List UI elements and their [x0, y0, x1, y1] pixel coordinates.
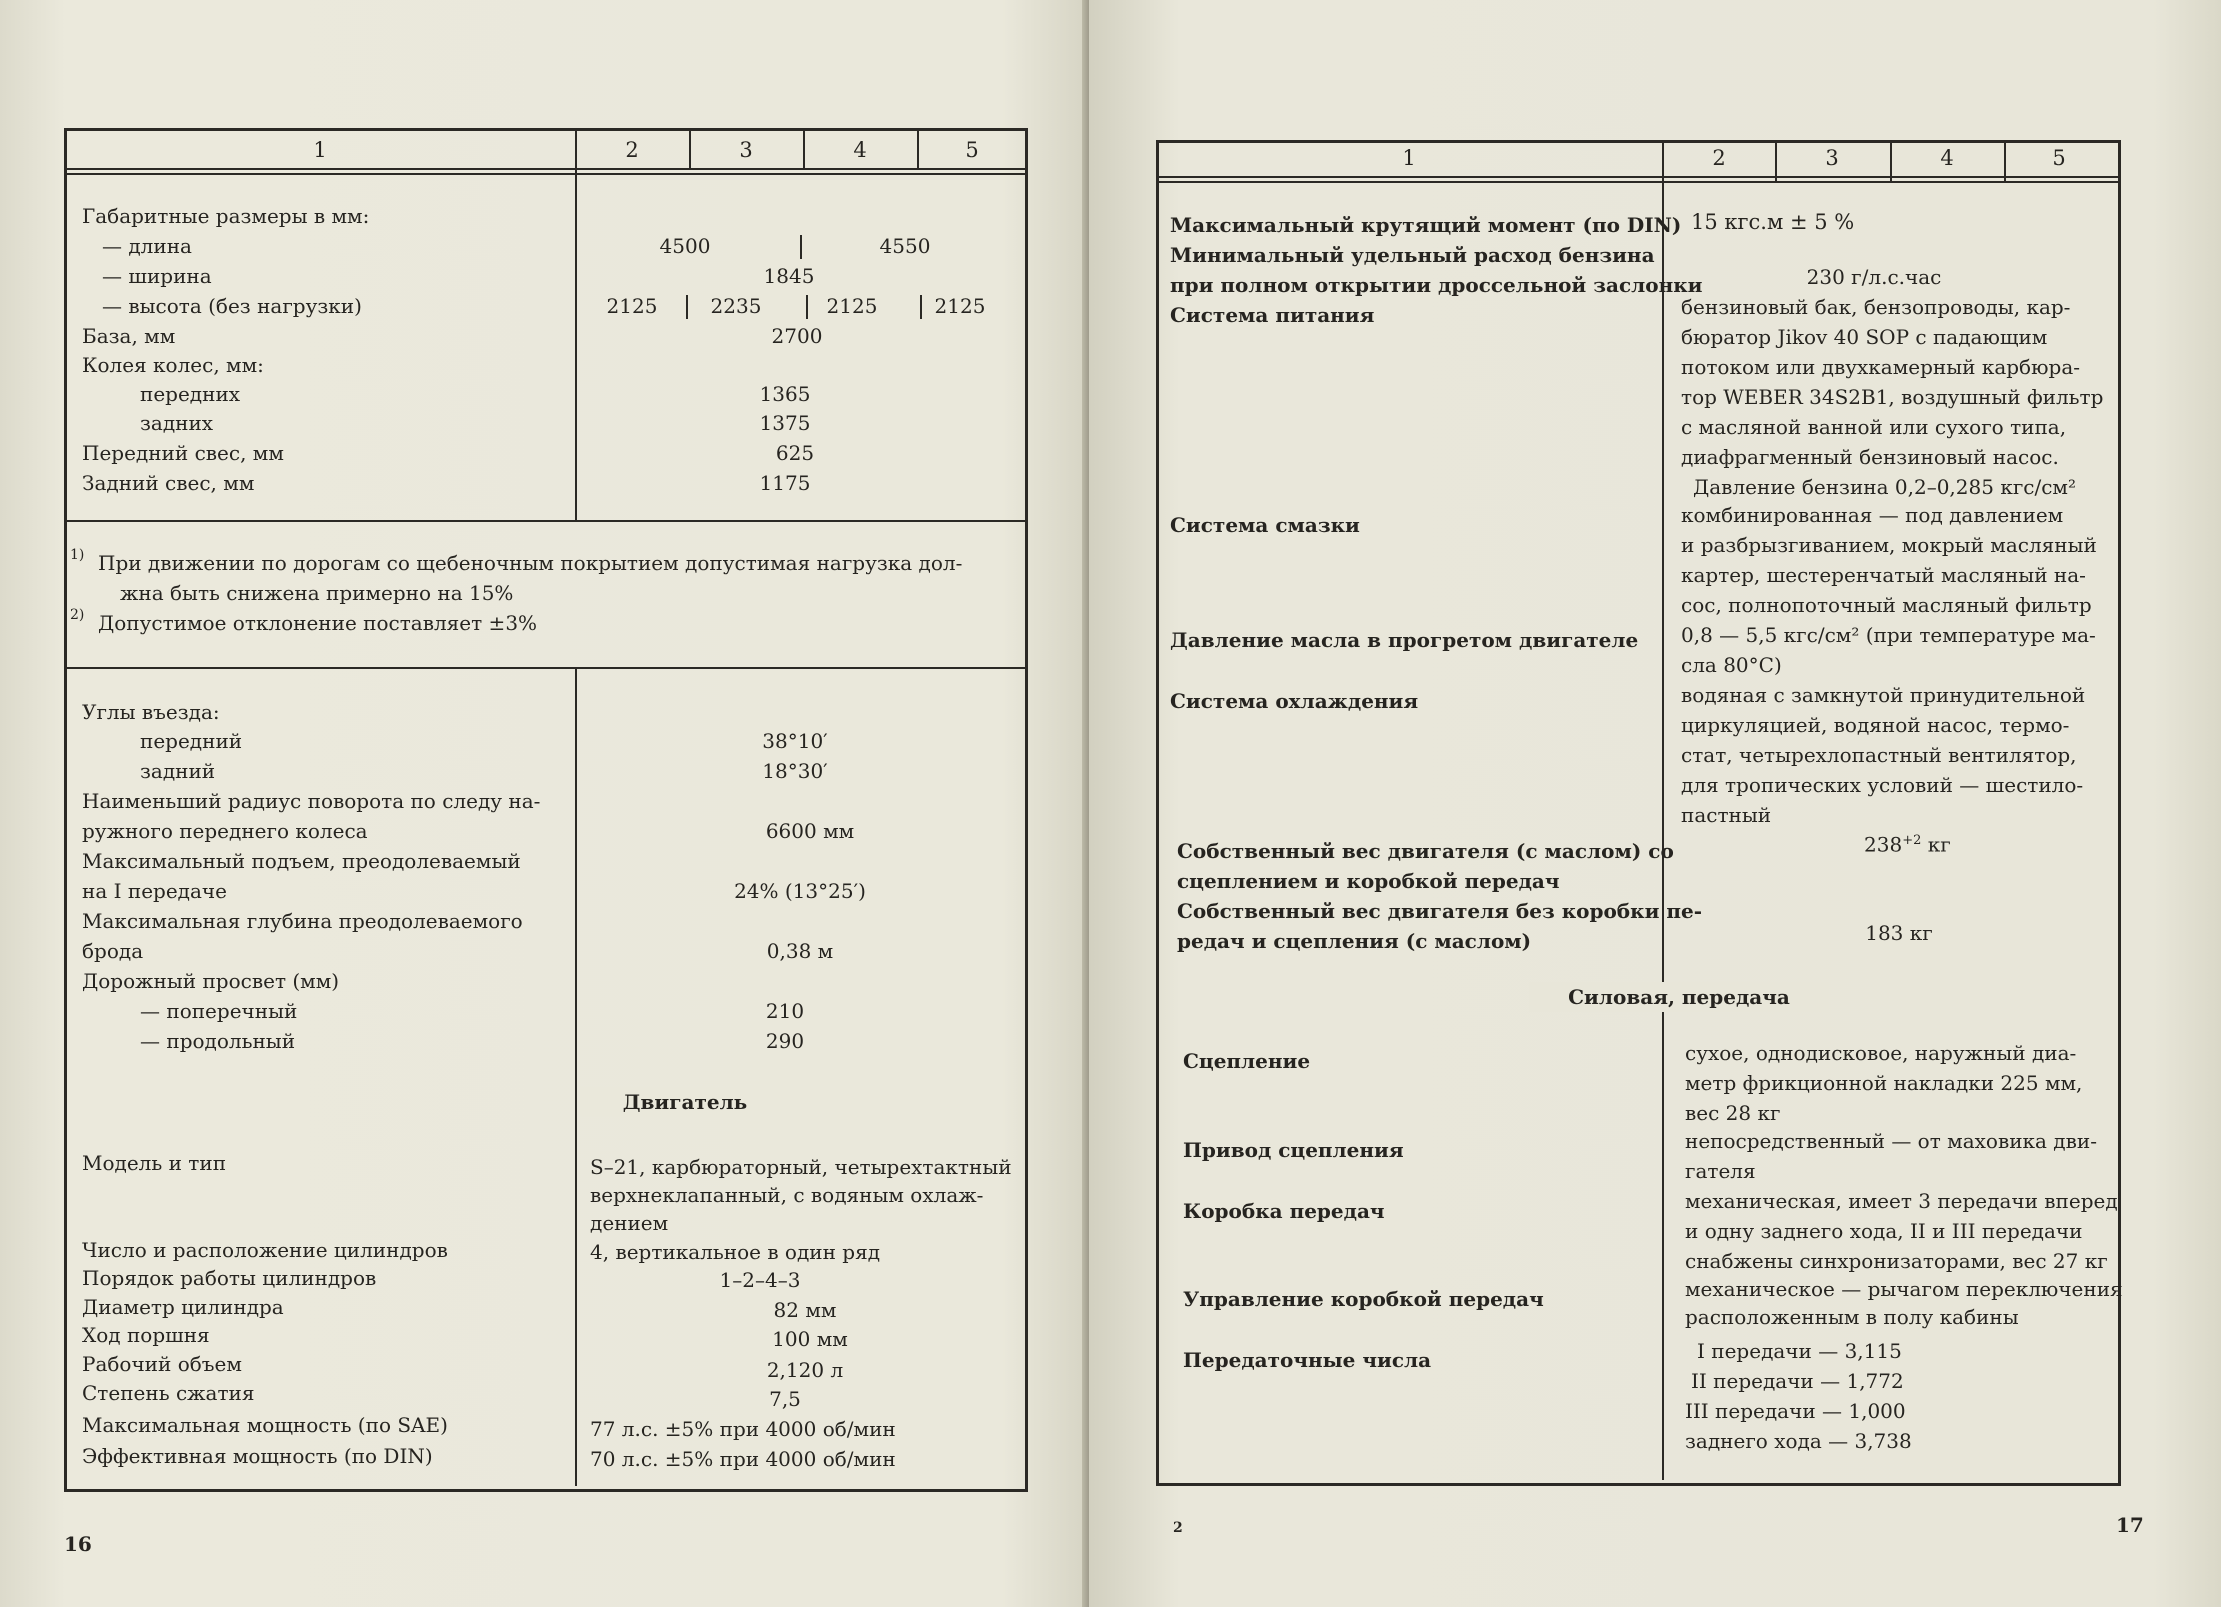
weight-1-value	[1864, 826, 1951, 860]
weight-2-label-2: редач и сцепления (с маслом)	[1177, 929, 1532, 953]
lubrication-label: Система смазки	[1170, 513, 1360, 537]
track-front-value: 1365	[759, 382, 811, 406]
header-col-4: 4	[853, 138, 867, 162]
ford-value: 0,38 м	[766, 939, 834, 963]
clearance-cross-value: 210	[765, 999, 805, 1023]
din-power-value: 70 л.с. ±5% при 4000 об/мин	[590, 1447, 896, 1471]
gearbox-line-1: механическая, имеет 3 передачи вперед	[1685, 1189, 2118, 1213]
cooling-line-5: пастный	[1681, 803, 1772, 827]
clutch-line-1: сухое, однодисковое, наружный диа-	[1685, 1041, 2077, 1065]
stroke-value: 100 мм	[772, 1327, 848, 1351]
header-col-4: 4	[1940, 146, 1954, 170]
sae-power-value: 77 л.с. ±5% при 4000 об/мин	[590, 1417, 896, 1441]
note-1-mark: 1)	[70, 547, 85, 563]
engine-model-line-3: дением	[590, 1211, 669, 1235]
note-1-line-2: жна быть снижена примерно на 15%	[120, 581, 514, 605]
left-page	[0, 0, 1089, 1607]
fuel-system-line-4: тор WEBER 34S2B1, воздушный фильтр	[1681, 385, 2104, 409]
fuel-system-line-3: потоком или двухкамерный карбюра-	[1681, 355, 2080, 379]
track-front-label: передних	[140, 382, 241, 406]
gear-ratio-reverse: заднего хода — 3,738	[1685, 1429, 1912, 1453]
gear-ratios-label: Передаточные числа	[1183, 1348, 1432, 1372]
header-col-5: 5	[2052, 146, 2066, 170]
length-label: — длина	[102, 234, 192, 258]
rear-overhang-label: Задний свес, мм	[82, 471, 255, 495]
header-col-3: 3	[739, 138, 753, 162]
climb-label-2: на I передаче	[82, 879, 227, 903]
stroke-label: Ход поршня	[82, 1323, 210, 1347]
gear-control-line-2: расположенным в полу кабины	[1685, 1305, 2019, 1329]
fuel-system-line-6: диафрагменный бензиновый насос.	[1681, 445, 2059, 469]
right-page-number: 17	[2116, 1513, 2144, 1537]
note-2-mark: 2)	[70, 607, 85, 623]
fuel-system-label: Система питания	[1170, 303, 1375, 327]
din-power-label: Эффективная мощность (по DIN)	[82, 1444, 433, 1468]
cylinders-value: 4, вертикальное в один ряд	[590, 1240, 881, 1264]
lubrication-line-2: и разбрызгиванием, мокрый масляный	[1681, 533, 2097, 557]
note-2-text: Допустимое отклонение поставляет ±3%	[98, 611, 538, 635]
bore-label: Диаметр цилиндра	[82, 1295, 284, 1319]
fuel-system-line-1: бензиновый бак, бензопроводы, кар-	[1681, 295, 2071, 319]
front-overhang-value: 625	[775, 441, 815, 465]
height-label: — высота (без нагрузки)	[102, 294, 362, 318]
displacement-label: Рабочий объем	[82, 1352, 242, 1376]
consumption-value: 230 г/л.с.час	[1806, 265, 1942, 289]
front-overhang-label: Передний свес, мм	[82, 441, 284, 465]
radius-label-1: Наименьший радиус поворота по следу на-	[82, 789, 541, 813]
right-page	[1089, 0, 2221, 1607]
clearance-label: Дорожный просвет (мм)	[82, 969, 340, 993]
cooling-line-3: стат, четырехлопастный вентилятор,	[1681, 743, 2077, 767]
header-col-2: 2	[1712, 146, 1726, 170]
gearbox-label: Коробка передач	[1183, 1199, 1385, 1223]
sae-power-label: Максимальная мощность (по SAE)	[82, 1413, 448, 1437]
notes-top-line	[64, 520, 1025, 522]
header-col-3: 3	[1825, 146, 1839, 170]
fuel-system-line-5: с масляной ванной или сухого типа,	[1681, 415, 2067, 439]
clearance-long-value: 290	[765, 1029, 805, 1053]
gear-control-line-1: механическое — рычагом переключения	[1685, 1277, 2123, 1301]
note-1-line-1: При движении по дорогам со щебеночным покрытием допустимая нагрузка дол-	[98, 551, 963, 575]
radius-label-2: ружного переднего колеса	[82, 819, 368, 843]
gearbox-line-3: снабжены синхронизаторами, вес 27 кг	[1685, 1249, 2108, 1273]
weight-1-tolerance: +2	[1902, 833, 1922, 848]
ford-label-1: Максимальная глубина преодолеваемого	[82, 909, 523, 933]
cooling-line-1: водяная с замкнутой принудительной	[1681, 683, 2086, 707]
clutch-drive-label: Привод сцепления	[1183, 1138, 1404, 1162]
length-value-a: 4500	[659, 234, 711, 258]
clutch-label: Сцепление	[1183, 1049, 1311, 1073]
fuel-system-line-7: Давление бензина 0,2–0,285 кгс/см²	[1693, 475, 2077, 499]
cooling-line-2: циркуляцией, водяной насос, термо-	[1681, 713, 2070, 737]
signature-mark: 2	[1173, 1520, 1183, 1536]
engine-model-line-1: S–21, карбюраторный, четырехтактный	[590, 1155, 1012, 1179]
gear-control-label: Управление коробкой передач	[1183, 1287, 1544, 1311]
compression-value: 7,5	[769, 1387, 801, 1411]
ford-label-2: брода	[82, 939, 144, 963]
gear-ratio-2: II передачи — 1,772	[1691, 1369, 1904, 1393]
track-rear-label: задних	[140, 411, 214, 435]
width-value: 1845	[763, 264, 815, 288]
climb-label-1: Максимальный подъем, преодолеваемый	[82, 849, 521, 873]
angle-rear-value: 18°30′	[762, 759, 828, 783]
weight-2-label-1: Собственный вес двигателя без коробки пе-	[1177, 899, 1703, 923]
torque-value: 15 кгс.м ± 5 %	[1691, 210, 1855, 234]
angle-front-value: 38°10′	[762, 729, 828, 753]
cooling-label: Система охлаждения	[1170, 689, 1419, 713]
weight-1-unit: кг	[1927, 832, 1951, 857]
clutch-line-3: вес 28 кг	[1685, 1101, 1781, 1125]
left-header-divider-2	[64, 173, 1025, 175]
left-page-number: 16	[64, 1532, 92, 1556]
lubrication-line-6: сла 80°C)	[1681, 653, 1782, 677]
clearance-long-label: — продольный	[140, 1029, 296, 1053]
weight-1-label-2: сцеплением и коробкой передач	[1177, 869, 1560, 893]
width-label: — ширина	[102, 264, 212, 288]
lubrication-line-5: 0,8 — 5,5 кгс/см² (при температуре ма-	[1681, 623, 2096, 647]
engine-section-title: Двигатель	[580, 1087, 790, 1117]
dims-title: Габаритные размеры в мм:	[82, 204, 370, 228]
clutch-drive-line-2: гателя	[1685, 1159, 1756, 1183]
weight-1-number: 238	[1864, 832, 1903, 857]
cooling-line-4: для тропических условий — шестило-	[1681, 773, 2084, 797]
notes-bottom-line	[64, 667, 1025, 669]
base-label: База, мм	[82, 324, 176, 348]
height-value-4: 2125	[934, 294, 986, 318]
engine-model-label: Модель и тип	[82, 1151, 227, 1175]
clearance-cross-label: — поперечный	[140, 999, 298, 1023]
header-col-5: 5	[965, 138, 979, 162]
climb-value: 24% (13°25′)	[734, 879, 866, 903]
fuel-system-line-2: бюратор Jikov 40 SOP с падающим	[1681, 325, 2048, 349]
compression-label: Степень сжатия	[82, 1381, 255, 1405]
oil-pressure-label: Давление масла в прогретом двигателе	[1170, 628, 1639, 652]
right-header-divider-2	[1156, 181, 2118, 183]
height-value-2: 2235	[710, 294, 762, 318]
radius-value: 6600 мм	[765, 819, 855, 843]
weight-2-value: 183 кг	[1865, 921, 1933, 945]
angle-rear-label: задний	[140, 759, 216, 783]
base-value: 2700	[771, 324, 823, 348]
height-value-1: 2125	[606, 294, 658, 318]
height-value-3: 2125	[826, 294, 878, 318]
firing-order-value: 1–2–4–3	[719, 1268, 801, 1292]
gearbox-line-2: и одну заднего хода, II и III передачи	[1685, 1219, 2083, 1243]
header-col-1: 1	[1402, 146, 1416, 170]
gear-ratio-3: III передачи — 1,000	[1685, 1399, 1906, 1423]
displacement-value: 2,120 л	[766, 1358, 844, 1382]
torque-label: Максимальный крутящий момент (по DIN)	[1170, 213, 1682, 237]
bore-value: 82 мм	[773, 1298, 837, 1322]
consumption-label-1: Минимальный удельный расход бензина	[1170, 243, 1655, 267]
weight-1-label-1: Собственный вес двигателя (с маслом) со	[1177, 839, 1674, 863]
right-header-divider	[1156, 176, 2118, 178]
consumption-label-2: при полном открытии дроссельной заслонки	[1170, 273, 1703, 297]
header-col-1: 1	[313, 138, 327, 162]
transmission-section-title: Силовая, передача	[1529, 982, 1829, 1012]
track-label: Колея колес, мм:	[82, 353, 264, 377]
gear-ratio-1: I передачи — 3,115	[1697, 1339, 1902, 1363]
firing-order-label: Порядок работы цилиндров	[82, 1266, 377, 1290]
header-col-2: 2	[625, 138, 639, 162]
rear-overhang-value: 1175	[759, 471, 811, 495]
length-value-b: 4550	[879, 234, 931, 258]
left-header-divider	[64, 168, 1025, 170]
engine-model-line-2: верхнеклапанный, с водяным охлаж-	[590, 1183, 984, 1207]
lubrication-line-4: сос, полнопоточный масляный фильтр	[1681, 593, 2092, 617]
angle-front-label: передний	[140, 729, 243, 753]
track-rear-value: 1375	[759, 411, 811, 435]
clutch-drive-line-1: непосредственный — от маховика дви-	[1685, 1129, 2097, 1153]
angles-title: Углы въезда:	[82, 700, 220, 724]
clutch-line-2: метр фрикционной накладки 225 мм,	[1685, 1071, 2083, 1095]
lubrication-line-1: комбинированная — под давлением	[1681, 503, 2064, 527]
lubrication-line-3: картер, шестеренчатый масляный на-	[1681, 563, 2086, 587]
cylinders-label: Число и расположение цилиндров	[82, 1238, 448, 1262]
